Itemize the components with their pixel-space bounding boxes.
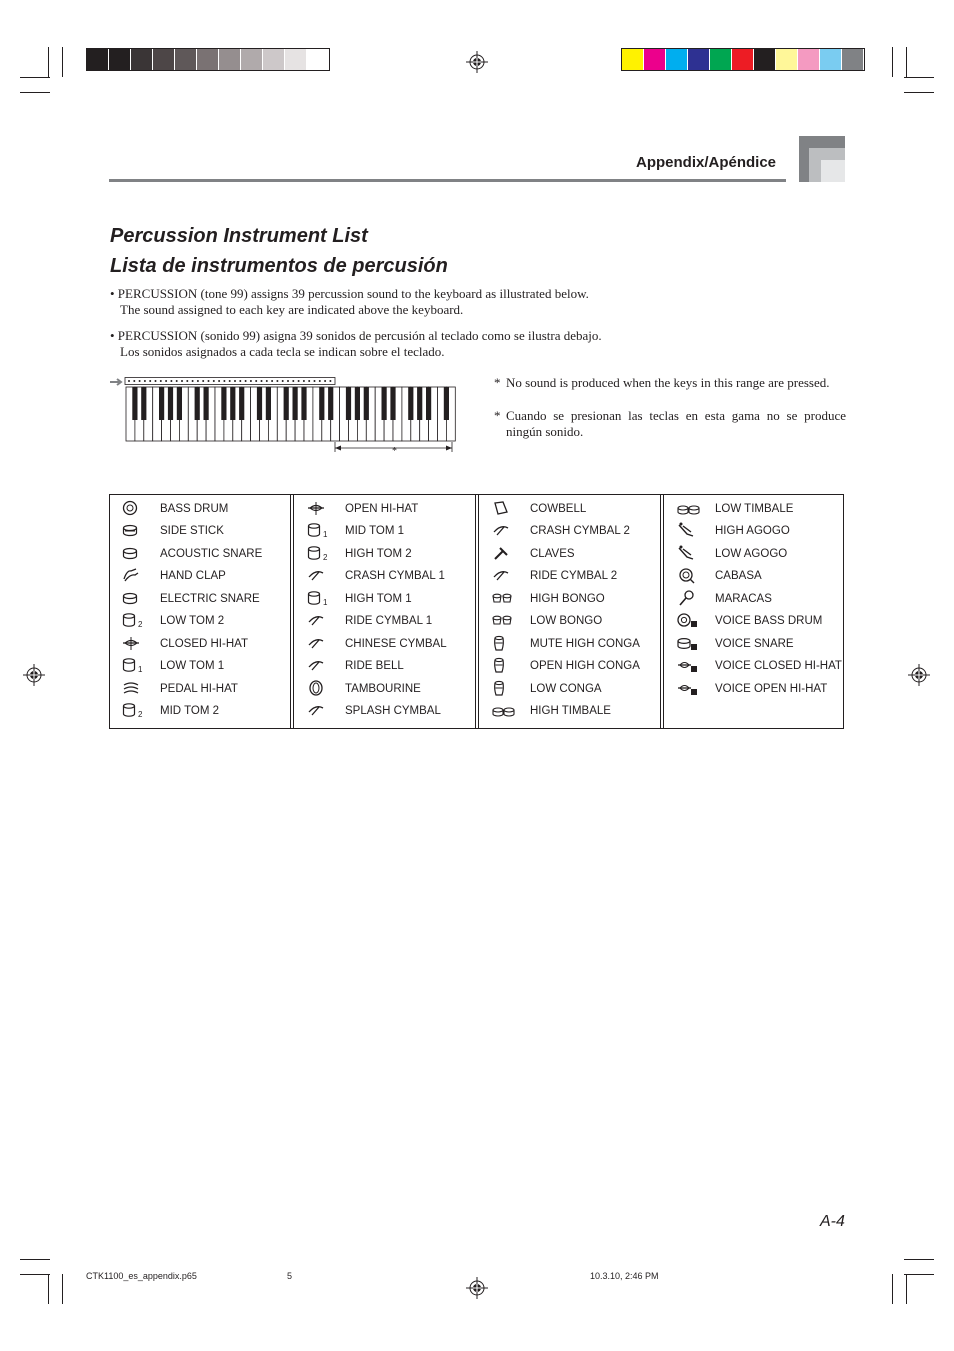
black-key — [284, 387, 289, 420]
paragraph-en — [110, 286, 589, 318]
paragraph-en-line2: The sound assigned to each key are indicated above the keyboard. — [120, 302, 464, 317]
instrument-item — [301, 543, 475, 565]
crop-mark — [892, 47, 893, 77]
instrument-item — [486, 655, 660, 677]
instrument-item — [486, 700, 660, 722]
instrument-column — [486, 495, 660, 728]
snare-icon — [116, 590, 150, 608]
color-swatch — [307, 49, 329, 70]
footer-page: 5 — [287, 1271, 293, 1281]
crop-mark — [48, 1274, 49, 1304]
black-key — [159, 387, 164, 420]
instrument-label: HAND CLAP — [160, 570, 226, 582]
color-swatch — [219, 49, 241, 70]
tom-icon — [116, 657, 150, 675]
instrument-item — [486, 610, 660, 632]
key-sound-icon — [250, 380, 252, 382]
instrument-item — [116, 520, 290, 542]
instrument-label: VOICE SNARE — [715, 638, 794, 650]
note-es — [494, 408, 846, 440]
instrument-item — [116, 498, 290, 520]
key-sound-icon — [282, 380, 284, 382]
hand-clap-icon — [116, 567, 150, 585]
crop-mark — [20, 1259, 50, 1260]
key-sound-icon — [197, 380, 199, 382]
color-swatch — [622, 49, 644, 70]
key-sound-icon — [308, 380, 310, 382]
color-swatch — [87, 49, 109, 70]
grayscale-bar — [86, 48, 330, 71]
black-key — [257, 387, 262, 420]
instrument-label: MARACAS — [715, 593, 772, 605]
color-swatch — [644, 49, 666, 70]
keyboard-illustration — [108, 374, 456, 458]
pedal-hi-hat-icon — [116, 680, 150, 698]
footer-timestamp: 10.3.10, 2:46 PM — [590, 1271, 659, 1281]
key-sound-icon — [139, 380, 141, 382]
key-sound-icon — [255, 380, 257, 382]
key-sound-icon — [276, 380, 278, 382]
key-sound-icon — [218, 380, 220, 382]
instrument-item — [301, 655, 475, 677]
voice-bass-drum-icon — [671, 612, 705, 630]
black-key — [221, 387, 226, 420]
instrument-label: CHINESE CYMBAL — [345, 638, 447, 650]
instrument-label: CLOSED HI-HAT — [160, 638, 248, 650]
black-key — [293, 387, 298, 420]
black-key — [204, 387, 209, 420]
black-key — [132, 387, 137, 420]
key-sound-icon — [192, 380, 194, 382]
instrument-item — [486, 678, 660, 700]
instrument-item — [301, 498, 475, 520]
key-sound-icon — [234, 380, 236, 382]
crop-mark — [20, 77, 50, 78]
column-divider — [475, 495, 479, 728]
crop-mark — [904, 92, 934, 93]
timbale-icon — [671, 500, 705, 518]
color-swatch — [710, 49, 732, 70]
instrument-item — [116, 588, 290, 610]
tom-number: 1 — [138, 664, 143, 674]
instrument-label: VOICE BASS DRUM — [715, 615, 823, 627]
black-key — [141, 387, 146, 420]
crop-mark — [48, 47, 49, 77]
key-sound-icon — [165, 380, 167, 382]
color-bar — [621, 48, 865, 71]
maracas-icon — [671, 590, 705, 608]
instrument-label: LOW TOM 1 — [160, 660, 225, 672]
key-sound-icon — [303, 380, 305, 382]
key-sound-icon — [292, 380, 294, 382]
key-sound-icon — [149, 380, 151, 382]
instrument-item — [116, 700, 290, 722]
paragraph-en-line1: • PERCUSSION (tone 99) assigns 39 percussion sound to the keyboard as illustrated below. — [110, 286, 589, 301]
note-asterisk: * — [494, 375, 501, 390]
instrument-item — [116, 633, 290, 655]
tambourine-icon — [301, 680, 335, 698]
color-swatch — [241, 49, 263, 70]
instrument-label: HIGH TOM 1 — [345, 593, 412, 605]
key-sound-icon — [287, 380, 289, 382]
instrument-label: OPEN HI-HAT — [345, 503, 419, 515]
registration-mark-icon — [23, 664, 45, 686]
key-sound-icon — [186, 380, 188, 382]
instrument-label: SPLASH CYMBAL — [345, 705, 441, 717]
color-swatch — [175, 49, 197, 70]
black-key — [168, 387, 173, 420]
footer-filename: CTK1100_es_appendix.p65 — [86, 1271, 197, 1281]
instrument-label: LOW AGOGO — [715, 548, 788, 560]
cymbal-icon — [486, 567, 520, 585]
color-swatch — [776, 49, 798, 70]
black-key — [230, 387, 235, 420]
crop-mark — [62, 1274, 63, 1304]
crop-mark — [906, 47, 907, 77]
instrument-item — [301, 633, 475, 655]
color-swatch — [109, 49, 131, 70]
instrument-column — [116, 495, 290, 728]
key-sound-icon — [245, 380, 247, 382]
cymbal-icon — [301, 612, 335, 630]
tom-number: 2 — [323, 552, 328, 562]
instrument-item — [486, 543, 660, 565]
hi-hat-icon — [301, 500, 335, 518]
instrument-label: MID TOM 1 — [345, 525, 404, 537]
key-sound-icon — [202, 380, 204, 382]
key-sound-icon — [160, 380, 162, 382]
instrument-item — [301, 610, 475, 632]
agogo-icon — [671, 545, 705, 563]
key-sound-icon — [324, 380, 326, 382]
black-key — [301, 387, 306, 420]
key-sound-icon — [213, 380, 215, 382]
color-swatch — [820, 49, 842, 70]
hi-hat-icon — [116, 635, 150, 653]
key-sound-icon — [176, 380, 178, 382]
snare-icon — [116, 545, 150, 563]
instrument-label: MID TOM 2 — [160, 705, 219, 717]
instrument-label: SIDE STICK — [160, 525, 224, 537]
header-decoration — [799, 136, 845, 182]
color-swatch — [263, 49, 285, 70]
cymbal-icon — [301, 702, 335, 720]
instrument-label: LOW TOM 2 — [160, 615, 225, 627]
instrument-item — [671, 565, 845, 587]
registration-mark-icon — [908, 664, 930, 686]
instrument-column — [301, 495, 475, 728]
cymbal-icon — [301, 635, 335, 653]
black-key — [195, 387, 200, 420]
black-key — [355, 387, 360, 420]
color-swatch — [285, 49, 307, 70]
key-sound-icon — [319, 380, 321, 382]
instrument-label: HIGH BONGO — [530, 593, 605, 605]
key-sound-icon — [170, 380, 172, 382]
instrument-label: MUTE HIGH CONGA — [530, 638, 640, 650]
timbale-icon — [486, 702, 520, 720]
key-sound-icon — [181, 380, 183, 382]
crop-mark — [904, 77, 934, 78]
instrument-label: CABASA — [715, 570, 762, 582]
registration-mark-icon — [466, 1277, 488, 1299]
black-key — [346, 387, 351, 420]
black-key — [177, 387, 182, 420]
instrument-item — [116, 678, 290, 700]
instrument-item — [301, 700, 475, 722]
black-key — [417, 387, 422, 420]
instrument-label: LOW TIMBALE — [715, 503, 794, 515]
instrument-label: COWBELL — [530, 503, 587, 515]
instrument-item — [301, 565, 475, 587]
tom-icon — [301, 590, 335, 608]
section-header: Appendix/Apéndice — [636, 154, 777, 171]
instrument-item — [486, 588, 660, 610]
instrument-label: OPEN HIGH CONGA — [530, 660, 640, 672]
key-sound-icon — [271, 380, 273, 382]
cymbal-icon — [486, 522, 520, 540]
crop-mark — [62, 47, 63, 77]
instrument-label: PEDAL HI-HAT — [160, 683, 238, 695]
note-en — [494, 375, 846, 391]
color-swatch — [842, 49, 864, 70]
black-key — [266, 387, 271, 420]
instrument-item — [671, 678, 845, 700]
key-sound-icon — [239, 380, 241, 382]
voice-snare-icon — [671, 635, 705, 653]
key-sound-icon — [208, 380, 210, 382]
voice-hi-hat-icon — [671, 657, 705, 675]
bongo-icon — [486, 612, 520, 630]
bongo-icon — [486, 590, 520, 608]
tom-number: 1 — [323, 597, 328, 607]
black-key — [239, 387, 244, 420]
instrument-label: CRASH CYMBAL 2 — [530, 525, 630, 537]
tom-number: 2 — [138, 709, 143, 719]
page-title-es: Lista de instrumentos de percusión — [110, 255, 448, 277]
conga-icon — [486, 657, 520, 675]
cabasa-icon — [671, 567, 705, 585]
instrument-item — [486, 565, 660, 587]
instrument-label: VOICE OPEN HI-HAT — [715, 683, 828, 695]
bass-drum-icon — [116, 500, 150, 518]
black-key — [382, 387, 387, 420]
key-sound-icon — [298, 380, 300, 382]
black-key — [319, 387, 324, 420]
instrument-item — [486, 498, 660, 520]
instrument-label: LOW CONGA — [530, 683, 602, 695]
key-sound-icon — [329, 380, 331, 382]
paragraph-es-line2: Los sonidos asignados a cada tecla se indican sobre el teclado. — [120, 344, 445, 359]
instrument-label: CRASH CYMBAL 1 — [345, 570, 445, 582]
instrument-item — [116, 610, 290, 632]
instrument-item — [671, 633, 845, 655]
instrument-label: HIGH TIMBALE — [530, 705, 611, 717]
crop-mark — [904, 1274, 934, 1275]
paragraph-es-line1: • PERCUSSION (sonido 99) asigna 39 sonidos de percusión al teclado como se ilustra debajo. — [110, 328, 602, 343]
registration-mark-icon — [466, 51, 488, 73]
crop-mark — [892, 1274, 893, 1304]
instrument-label: TAMBOURINE — [345, 683, 421, 695]
instrument-label: ELECTRIC SNARE — [160, 593, 260, 605]
arrow-icon — [110, 379, 121, 385]
color-swatch — [666, 49, 688, 70]
voice-hi-hat-icon — [671, 680, 705, 698]
column-divider — [290, 495, 294, 728]
key-sound-icon — [314, 380, 316, 382]
black-key — [444, 387, 449, 420]
color-swatch — [153, 49, 175, 70]
cowbell-icon — [486, 500, 520, 518]
range-mark: * — [392, 446, 397, 457]
tom-icon — [301, 522, 335, 540]
crop-mark — [20, 92, 50, 93]
color-swatch — [688, 49, 710, 70]
key-sound-icon — [223, 380, 225, 382]
instrument-label: HIGH TOM 2 — [345, 548, 412, 560]
instrument-item — [301, 520, 475, 542]
key-sound-icon — [144, 380, 146, 382]
header-rule — [109, 179, 786, 182]
instrument-label: VOICE CLOSED HI-HAT — [715, 660, 842, 672]
instrument-label: RIDE CYMBAL 1 — [345, 615, 433, 627]
black-key — [328, 387, 333, 420]
crop-mark — [904, 1259, 934, 1260]
column-divider — [660, 495, 664, 728]
key-sound-icon — [133, 380, 135, 382]
instrument-item — [301, 588, 475, 610]
agogo-icon — [671, 522, 705, 540]
instrument-table — [109, 494, 844, 729]
black-key — [364, 387, 369, 420]
instrument-item — [671, 498, 845, 520]
color-swatch — [131, 49, 153, 70]
tom-number: 2 — [138, 619, 143, 629]
note-en-text: No sound is produced when the keys in this range are pressed. — [506, 375, 830, 390]
tom-icon — [116, 702, 150, 720]
claves-icon — [486, 545, 520, 563]
instrument-item — [671, 543, 845, 565]
instrument-item — [671, 655, 845, 677]
color-swatch — [197, 49, 219, 70]
note-es-text: Cuando se presionan las teclas en esta gama no se produce ningún sonido. — [506, 408, 846, 439]
cymbal-icon — [301, 567, 335, 585]
paragraph-es — [110, 328, 602, 360]
instrument-label: RIDE CYMBAL 2 — [530, 570, 618, 582]
page-number: A-4 — [820, 1213, 845, 1230]
key-sound-icon — [128, 380, 130, 382]
instrument-label: BASS DRUM — [160, 503, 229, 515]
instrument-item — [671, 588, 845, 610]
side-stick-icon — [116, 522, 150, 540]
instrument-item — [116, 655, 290, 677]
instrument-label: RIDE BELL — [345, 660, 404, 672]
black-key — [390, 387, 395, 420]
color-swatch — [732, 49, 754, 70]
tom-icon — [301, 545, 335, 563]
instrument-item — [301, 678, 475, 700]
cymbal-icon — [301, 657, 335, 675]
note-asterisk: * — [494, 408, 501, 423]
instrument-item — [486, 520, 660, 542]
instrument-item — [671, 520, 845, 542]
tom-icon — [116, 612, 150, 630]
key-sound-icon — [229, 380, 231, 382]
key-sound-icon — [266, 380, 268, 382]
page-title-en: Percussion Instrument List — [110, 225, 368, 247]
black-key — [426, 387, 431, 420]
conga-icon — [486, 635, 520, 653]
crop-mark — [906, 1274, 907, 1304]
instrument-label: CLAVES — [530, 548, 575, 560]
black-key — [408, 387, 413, 420]
instrument-item — [671, 610, 845, 632]
instrument-label: HIGH AGOGO — [715, 525, 790, 537]
crop-mark — [20, 1274, 50, 1275]
color-swatch — [798, 49, 820, 70]
key-sound-icon — [155, 380, 157, 382]
instrument-item — [116, 565, 290, 587]
instrument-item — [116, 543, 290, 565]
instrument-label: ACOUSTIC SNARE — [160, 548, 263, 560]
tom-number: 1 — [323, 529, 328, 539]
conga-icon — [486, 680, 520, 698]
instrument-label: LOW BONGO — [530, 615, 603, 627]
color-swatch — [754, 49, 776, 70]
instrument-item — [486, 633, 660, 655]
key-sound-icon — [261, 380, 263, 382]
instrument-column — [671, 495, 845, 728]
